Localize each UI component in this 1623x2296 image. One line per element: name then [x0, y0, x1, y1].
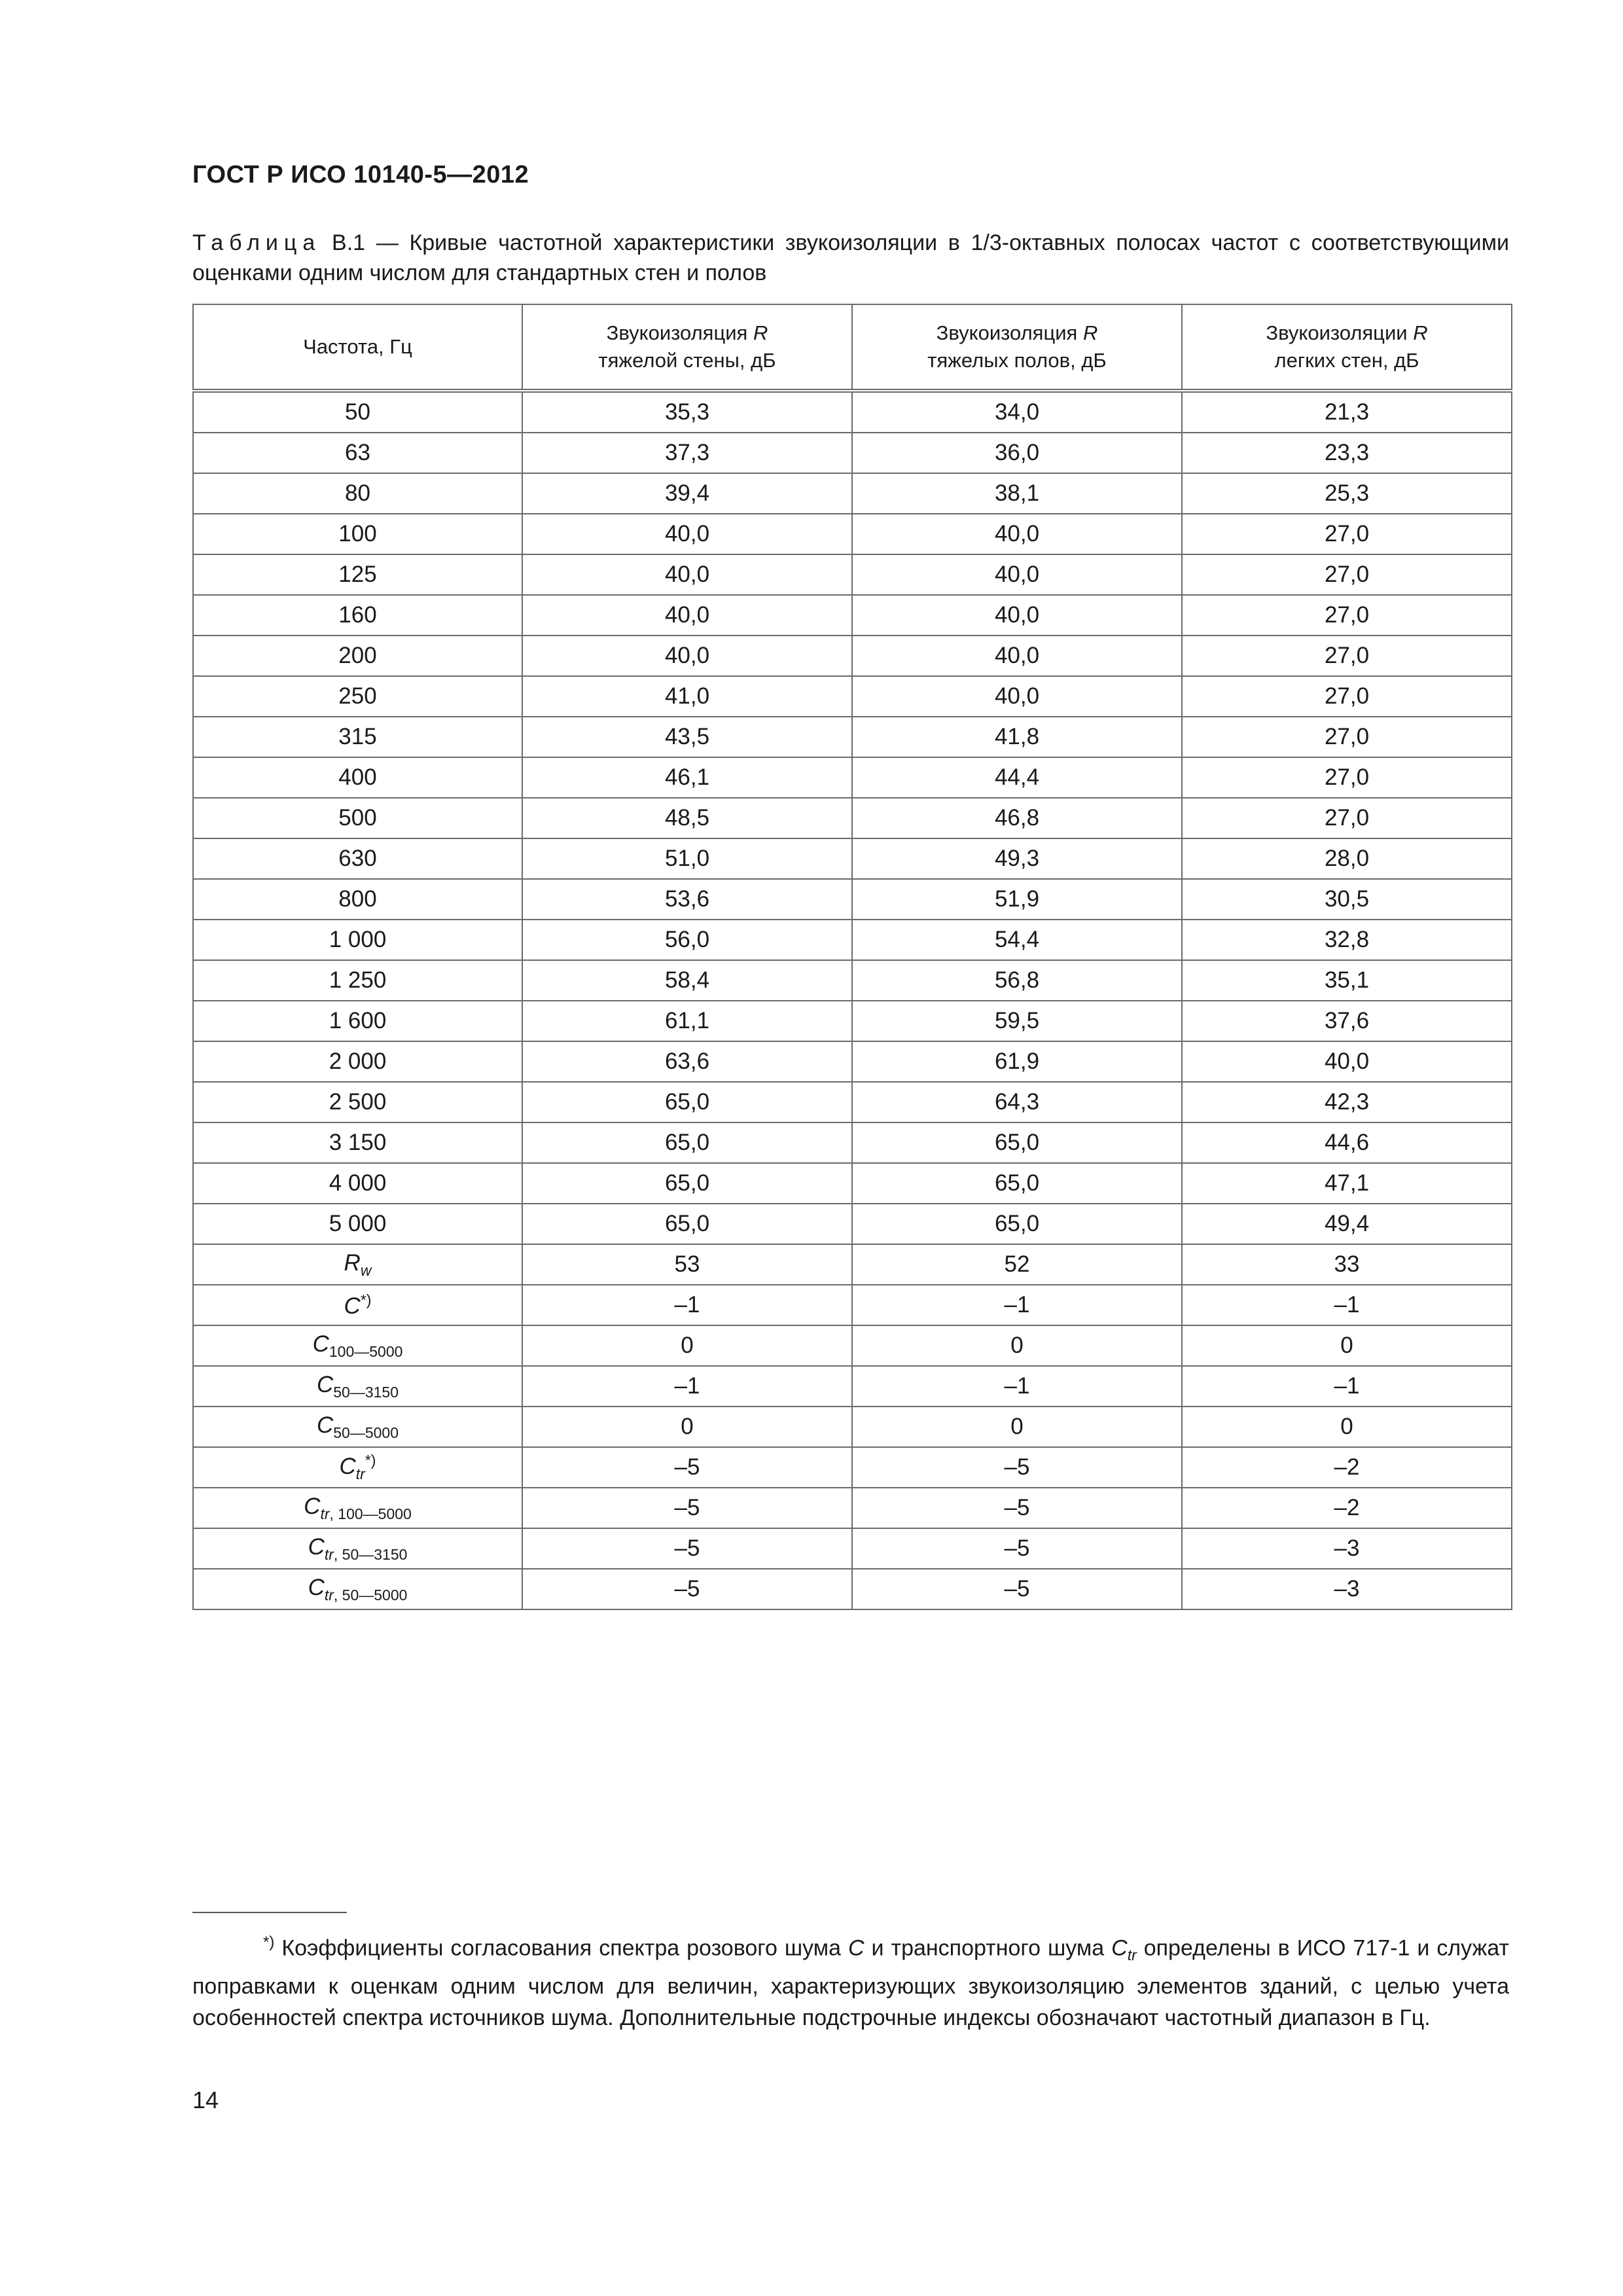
- rating-symbol-cell: $C_{tr, 100—5000}$: [193, 1488, 522, 1528]
- rating-symbol-cell: $C_{50—3150}$: [193, 1366, 522, 1407]
- value-cell: 27,0: [1182, 636, 1512, 676]
- table-row: [193, 960, 1512, 1001]
- value-cell: 27,0: [1182, 717, 1512, 757]
- table-row: [193, 798, 1512, 838]
- rating-value-cell: 33: [1182, 1244, 1512, 1285]
- caption-text: — Кривые частотной характеристики звукоизоляции в 1/3-октавных полосах частот с соответствующими оценками одним числом для стандартных стен и полов: [192, 230, 1509, 285]
- value-cell: 40,0: [852, 514, 1182, 554]
- sound-insulation-table: [192, 304, 1512, 1610]
- footnote-symbol-ctr-sub: tr: [1127, 1946, 1137, 1964]
- rating-value-cell: –5: [852, 1488, 1182, 1528]
- rating-row: [193, 1325, 1512, 1366]
- value-cell: 49,3: [852, 838, 1182, 879]
- frequency-cell: 200: [193, 636, 522, 676]
- frequency-cell: 500: [193, 798, 522, 838]
- value-cell: 40,0: [852, 595, 1182, 636]
- rating-row: [193, 1488, 1512, 1528]
- rating-value-cell: 0: [852, 1407, 1182, 1447]
- value-cell: 40,0: [852, 636, 1182, 676]
- footnote-separator: [192, 1912, 347, 1913]
- table-row: [193, 717, 1512, 757]
- value-cell: 37,3: [522, 433, 852, 473]
- value-cell: 27,0: [1182, 595, 1512, 636]
- table-row: [193, 1082, 1512, 1122]
- frequency-cell: 315: [193, 717, 522, 757]
- frequency-cell: 63: [193, 433, 522, 473]
- table-row: [193, 391, 1512, 433]
- table-row: [193, 514, 1512, 554]
- rating-value-cell: –1: [522, 1366, 852, 1407]
- value-cell: 35,1: [1182, 960, 1512, 1001]
- rating-symbol-cell: $C_{100—5000}$: [193, 1325, 522, 1366]
- column-header-1: Звукоизоляция R тяжелой стены, дБ: [522, 304, 852, 391]
- table-row: [193, 879, 1512, 920]
- header-row: [193, 304, 1512, 391]
- rating-value-cell: 52: [852, 1244, 1182, 1285]
- rating-symbol-cell: $C_{tr, 50—5000}$: [193, 1569, 522, 1609]
- rating-value-cell: –5: [522, 1528, 852, 1569]
- footnote: [192, 1927, 1509, 2034]
- value-cell: 58,4: [522, 960, 852, 1001]
- rating-value-cell: –2: [1182, 1447, 1512, 1488]
- value-cell: 64,3: [852, 1082, 1182, 1122]
- rating-row: [193, 1447, 1512, 1488]
- rating-value-cell: –3: [1182, 1569, 1512, 1609]
- column-header-3: Звукоизоляции R легких стен, дБ: [1182, 304, 1512, 391]
- frequency-cell: 1 250: [193, 960, 522, 1001]
- rating-value-cell: –1: [522, 1285, 852, 1325]
- value-cell: 27,0: [1182, 676, 1512, 717]
- value-cell: 42,3: [1182, 1082, 1512, 1122]
- frequency-cell: 4 000: [193, 1163, 522, 1204]
- value-cell: 27,0: [1182, 798, 1512, 838]
- footnote-text-3: определены в ИСО 717-1 и служат поправками к оценкам одним числом для величин, характеризующих звукоизоляцию элементов зданий, с целью учета особенностей спектра источников шума. Дополнительные подстрочные индексы обозначают частотный диапазон в Гц.: [192, 1935, 1509, 2031]
- caption-label: Таблица: [192, 230, 321, 255]
- value-cell: 56,8: [852, 960, 1182, 1001]
- rating-value-cell: –1: [1182, 1366, 1512, 1407]
- frequency-cell: 50: [193, 391, 522, 433]
- value-cell: 65,0: [522, 1163, 852, 1204]
- column-header-0: Частота, Гц: [193, 304, 522, 391]
- rating-value-cell: –5: [522, 1569, 852, 1609]
- value-cell: 36,0: [852, 433, 1182, 473]
- rating-value-cell: –5: [852, 1569, 1182, 1609]
- frequency-cell: 1 600: [193, 1001, 522, 1041]
- rating-value-cell: –5: [852, 1447, 1182, 1488]
- rating-symbol-cell: $R_w$: [193, 1244, 522, 1285]
- value-cell: 49,4: [1182, 1204, 1512, 1244]
- rating-symbol-cell: $C_{tr}^{*)}$: [193, 1447, 522, 1488]
- value-cell: 63,6: [522, 1041, 852, 1082]
- footnote-symbol-ctr: C: [1111, 1935, 1128, 1961]
- value-cell: 65,0: [852, 1204, 1182, 1244]
- rating-value-cell: 0: [522, 1407, 852, 1447]
- table-row: [193, 595, 1512, 636]
- rating-value-cell: –5: [522, 1488, 852, 1528]
- value-cell: 35,3: [522, 391, 852, 433]
- rating-symbol-cell: C*): [193, 1285, 522, 1325]
- frequency-cell: 250: [193, 676, 522, 717]
- value-cell: 43,5: [522, 717, 852, 757]
- rating-value-cell: –2: [1182, 1488, 1512, 1528]
- caption-number: В.1: [332, 230, 366, 255]
- table-row: [193, 1041, 1512, 1082]
- rating-value-cell: –5: [852, 1528, 1182, 1569]
- value-cell: 38,1: [852, 473, 1182, 514]
- value-cell: 40,0: [852, 554, 1182, 595]
- value-cell: 27,0: [1182, 757, 1512, 798]
- rating-row: [193, 1407, 1512, 1447]
- rating-value-cell: 0: [852, 1325, 1182, 1366]
- frequency-cell: 160: [193, 595, 522, 636]
- table-row: [193, 473, 1512, 514]
- frequency-cell: 2 000: [193, 1041, 522, 1082]
- rating-value-cell: –3: [1182, 1528, 1512, 1569]
- frequency-cell: 630: [193, 838, 522, 879]
- frequency-cell: 800: [193, 879, 522, 920]
- value-cell: 61,1: [522, 1001, 852, 1041]
- document-header: ГОСТ Р ИСО 10140-5—2012: [192, 161, 529, 188]
- value-cell: 40,0: [522, 595, 852, 636]
- frequency-cell: 1 000: [193, 920, 522, 960]
- table-row: [193, 838, 1512, 879]
- rating-value-cell: 0: [1182, 1407, 1512, 1447]
- table-row: [193, 1163, 1512, 1204]
- table-row: [193, 433, 1512, 473]
- frequency-cell: 80: [193, 473, 522, 514]
- value-cell: 46,1: [522, 757, 852, 798]
- value-cell: 51,9: [852, 879, 1182, 920]
- value-cell: 40,0: [852, 676, 1182, 717]
- value-cell: 61,9: [852, 1041, 1182, 1082]
- table-row: [193, 1122, 1512, 1163]
- value-cell: 54,4: [852, 920, 1182, 960]
- value-cell: 65,0: [522, 1122, 852, 1163]
- value-cell: 25,3: [1182, 473, 1512, 514]
- frequency-cell: 3 150: [193, 1122, 522, 1163]
- frequency-cell: 5 000: [193, 1204, 522, 1244]
- table-row: [193, 757, 1512, 798]
- frequency-cell: 400: [193, 757, 522, 798]
- value-cell: 40,0: [522, 554, 852, 595]
- rating-row: [193, 1366, 1512, 1407]
- table-row: [193, 554, 1512, 595]
- rating-symbol-cell: $C_{tr, 50—3150}$: [193, 1528, 522, 1569]
- rating-value-cell: 0: [522, 1325, 852, 1366]
- value-cell: 44,4: [852, 757, 1182, 798]
- rating-value-cell: 53: [522, 1244, 852, 1285]
- rating-row: [193, 1285, 1512, 1325]
- rating-value-cell: –1: [1182, 1285, 1512, 1325]
- value-cell: 28,0: [1182, 838, 1512, 879]
- value-cell: 21,3: [1182, 391, 1512, 433]
- rating-value-cell: 0: [1182, 1325, 1512, 1366]
- value-cell: 32,8: [1182, 920, 1512, 960]
- rating-symbol-cell: $C_{50—5000}$: [193, 1407, 522, 1447]
- footnote-symbol-c: C: [848, 1935, 865, 1961]
- rating-value-cell: –1: [852, 1285, 1182, 1325]
- value-cell: 46,8: [852, 798, 1182, 838]
- value-cell: 40,0: [1182, 1041, 1512, 1082]
- column-header-2: Звукоизоляция R тяжелых полов, дБ: [852, 304, 1182, 391]
- value-cell: 53,6: [522, 879, 852, 920]
- value-cell: 39,4: [522, 473, 852, 514]
- value-cell: 48,5: [522, 798, 852, 838]
- table-row: [193, 1204, 1512, 1244]
- table-caption: [192, 228, 1509, 288]
- table-row: [193, 676, 1512, 717]
- table-row: [193, 636, 1512, 676]
- footnote-text-1: Коэффициенты согласования спектра розового шума: [274, 1935, 848, 1961]
- value-cell: 41,8: [852, 717, 1182, 757]
- value-cell: 65,0: [852, 1122, 1182, 1163]
- value-cell: 56,0: [522, 920, 852, 960]
- value-cell: 59,5: [852, 1001, 1182, 1041]
- rating-value-cell: –1: [852, 1366, 1182, 1407]
- frequency-cell: 2 500: [193, 1082, 522, 1122]
- footnote-mark: *): [263, 1933, 275, 1951]
- value-cell: 27,0: [1182, 514, 1512, 554]
- value-cell: 51,0: [522, 838, 852, 879]
- rating-value-cell: –5: [522, 1447, 852, 1488]
- value-cell: 27,0: [1182, 554, 1512, 595]
- table-row: [193, 920, 1512, 960]
- value-cell: 37,6: [1182, 1001, 1512, 1041]
- rating-row: [193, 1528, 1512, 1569]
- value-cell: 34,0: [852, 391, 1182, 433]
- frequency-cell: 100: [193, 514, 522, 554]
- frequency-cell: 125: [193, 554, 522, 595]
- value-cell: 44,6: [1182, 1122, 1512, 1163]
- value-cell: 65,0: [522, 1082, 852, 1122]
- rating-row: [193, 1569, 1512, 1609]
- value-cell: 40,0: [522, 514, 852, 554]
- value-cell: 41,0: [522, 676, 852, 717]
- footnote-text-2: и транспортного шума: [864, 1935, 1112, 1961]
- table-row: [193, 1001, 1512, 1041]
- value-cell: 65,0: [522, 1204, 852, 1244]
- value-cell: 30,5: [1182, 879, 1512, 920]
- value-cell: 65,0: [852, 1163, 1182, 1204]
- page-number: 14: [192, 2087, 219, 2113]
- value-cell: 47,1: [1182, 1163, 1512, 1204]
- value-cell: 40,0: [522, 636, 852, 676]
- value-cell: 23,3: [1182, 433, 1512, 473]
- rating-row: [193, 1244, 1512, 1285]
